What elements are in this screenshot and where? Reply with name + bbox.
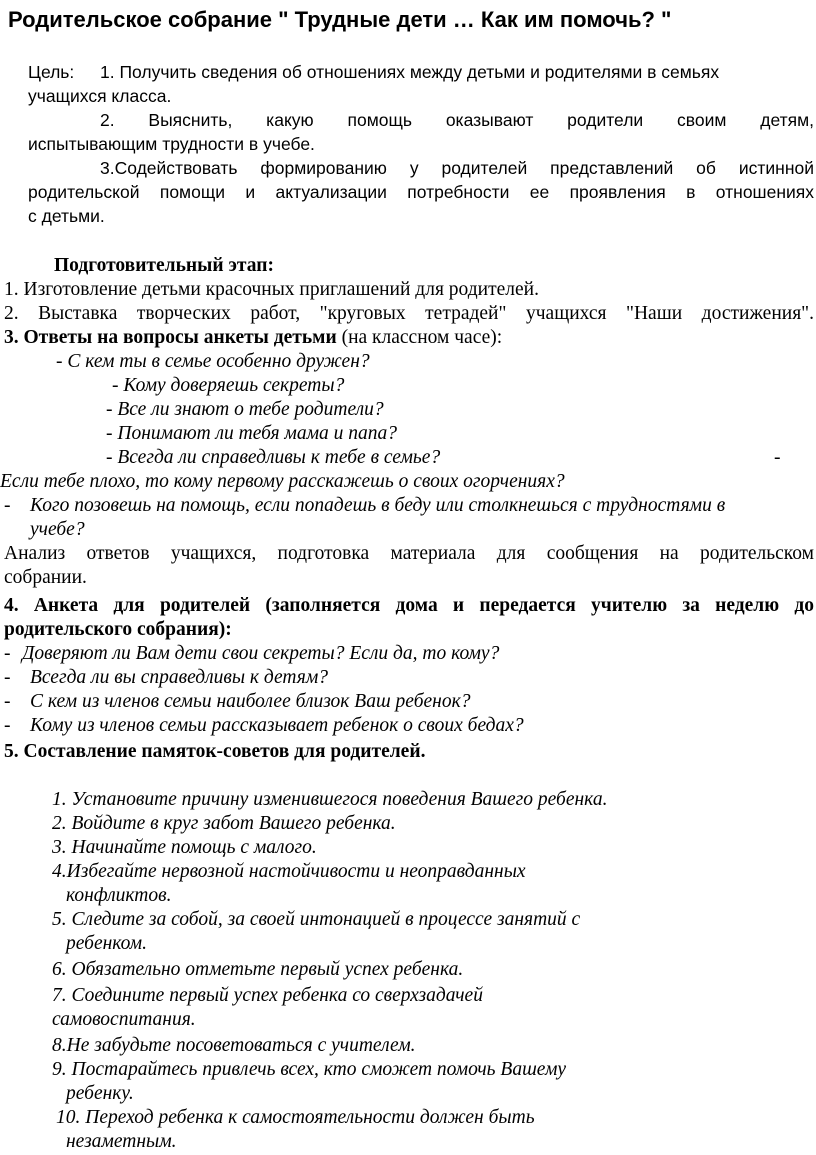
memo-item-2: 2. Войдите в круг забот Вашего ребенка. [52, 813, 396, 834]
prep-item-3-bold: 3. Ответы на вопросы анкеты детьми [4, 327, 337, 348]
child-question-7-dash: - [4, 495, 11, 516]
memo-item-5-line-2: ребенком. [66, 933, 147, 954]
survey-item-4: Кому из членов семьи рассказывает ребенок о своих бедах? [30, 715, 524, 736]
memo-item-8: 8.Не забудьте посоветоваться с учителем. [52, 1035, 416, 1056]
analysis-line-1: Анализ ответов учащихся, подготовка материала для сообщения на родительском [4, 543, 814, 564]
survey-heading-line-2: родительского собрания): [4, 619, 232, 640]
goal-3-line-3: с детьми. [28, 206, 105, 226]
memo-item-10-line-2: незаметным. [66, 1131, 177, 1152]
memo-item-6: 6. Обязательно отметьте первый успех ребенка. [52, 959, 464, 980]
goal-1-line-1: 1. Получить сведения об отношениях между детьми и родителями в семьях [100, 62, 720, 82]
survey-heading-line-1: 4. Анкета для родителей (заполняется дома и передается учителю за неделю до [4, 595, 814, 616]
survey-item-2-dash: - [4, 667, 11, 688]
goals-label: Цель: [28, 62, 75, 82]
child-question-7-line-2: учебе? [30, 519, 85, 540]
child-question-5: - Всегда ли справедливы к тебе в семье? [106, 447, 441, 468]
memo-item-4-line-1: 4.Избегайте нервозной настойчивости и неоправданных [52, 861, 526, 882]
goal-2-line-2: испытывающим трудности в учебе. [28, 134, 315, 154]
survey-item-2: Всегда ли вы справедливы к детям? [30, 667, 329, 688]
survey-item-3: С кем из членов семьи наиболее близок Ваш ребенок? [30, 691, 471, 712]
child-question-6: Если тебе плохо, то кому первому расскажешь о своих огорчениях? [0, 471, 565, 492]
memo-item-9-line-1: 9. Постарайтесь привлечь всех, кто сможет помочь Вашему [52, 1059, 567, 1080]
goal-3-line-2: родительской помощи и актуализации потребности ее проявления в отношениях [28, 182, 814, 202]
child-question-7-line-1: Кого позовешь на помощь, если попадешь в беду или столкнешься с трудностями в [30, 495, 726, 516]
survey-item-1-dash: - [4, 643, 11, 664]
goal-1-line-2: учащихся класса. [28, 86, 172, 106]
child-question-3: - Все ли знают о тебе родители? [106, 399, 384, 420]
memo-item-1: 1. Установите причину изменившегося поведения Вашего ребенка. [52, 789, 608, 810]
memo-item-9-line-2: ребенку. [66, 1083, 134, 1104]
prep-item-3-rest: (на классном часе): [336, 327, 503, 348]
child-question-2: - Кому доверяешь секреты? [112, 375, 345, 396]
prep-heading: Подготовительный этап: [54, 255, 274, 276]
survey-item-3-dash: - [4, 691, 11, 712]
child-question-1: - С кем ты в семье особенно дружен? [56, 351, 370, 372]
child-question-6-dash: - [774, 447, 781, 468]
goal-3-line-1: 3.Содействовать формированию у родителей представлений об истинной [100, 158, 814, 178]
prep-item-3 [4, 326, 502, 350]
prep-item-2: 2. Выставка творческих работ, "круговых тетрадей" учащихся "Наши достижения". [4, 303, 814, 324]
survey-item-4-dash: - [4, 715, 11, 736]
page-title: Родительское собрание " Трудные дети … Как им помочь? " [8, 7, 672, 32]
memo-item-4-line-2: конфликтов. [66, 885, 172, 906]
survey-item-1: Доверяют ли Вам дети свои секреты? Если да, то кому? [22, 643, 500, 664]
memo-item-5-line-1: 5. Следите за собой, за своей интонацией в процессе занятий с [52, 909, 581, 930]
analysis-line-2: собрании. [4, 567, 87, 588]
memo-item-3: 3. Начинайте помощь с малого. [52, 837, 317, 858]
memo-item-10-line-1: 10. Переход ребенка к самостоятельности должен быть [56, 1107, 535, 1128]
memo-heading: 5. Составление памяток-советов для родителей. [4, 741, 426, 762]
child-question-4: - Понимают ли тебя мама и папа? [106, 423, 398, 444]
memo-item-7-line-2: самовоспитания. [52, 1009, 196, 1030]
goal-2-line-1: 2. Выяснить, какую помощь оказывают родители своим детям, [100, 110, 814, 130]
memo-item-7-line-1: 7. Соедините первый успех ребенка со сверхзадачей [52, 985, 483, 1006]
prep-item-1: 1. Изготовление детьми красочных приглашений для родителей. [4, 279, 539, 300]
